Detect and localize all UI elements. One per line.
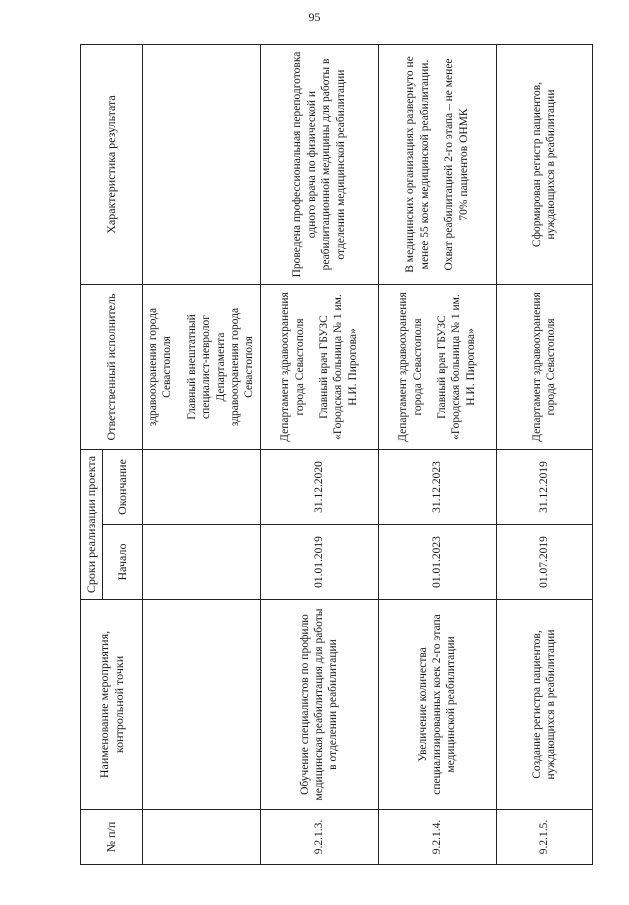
project-plan-table bbox=[80, 44, 593, 865]
responsible-line: Главный внештатный специалист-невролог Департамента здравоохранения города Севастополя bbox=[185, 307, 256, 427]
result-line: В медицинских организациях развернуто не менее 55 коек медицинской реабилитации. bbox=[404, 56, 431, 273]
table-row-continuation bbox=[143, 45, 261, 865]
cell-num: 9.2.1.5. bbox=[496, 810, 592, 865]
cell-end: 31.12.2020 bbox=[260, 450, 378, 525]
header-num: № п/п bbox=[81, 810, 143, 865]
page-number: 95 bbox=[308, 10, 321, 24]
cell-end: 31.12.2023 bbox=[378, 450, 496, 525]
responsible-line: Департамент здравоохранения города Севастополя bbox=[530, 292, 558, 442]
responsible-line: Департамент здравоохранения города Севастополя bbox=[397, 292, 424, 442]
cell-start bbox=[143, 525, 261, 600]
rotated-table-container bbox=[80, 45, 558, 865]
header-dates: Сроки реализации проекта bbox=[81, 450, 103, 600]
header-end: Окончание bbox=[103, 450, 143, 525]
cell-start: 01.01.2023 bbox=[378, 525, 496, 600]
responsible-line: здравоохранения города Севастополя bbox=[147, 307, 174, 427]
result-line: Сформирован регистр пациентов, нуждающихся в реабилитации bbox=[530, 81, 558, 248]
table-row bbox=[378, 45, 496, 865]
header-event: Наименование мероприятия, контрольной точки bbox=[81, 600, 143, 810]
cell-start: 01.07.2019 bbox=[496, 525, 592, 600]
header-row-1 bbox=[81, 45, 103, 865]
cell-responsible bbox=[378, 285, 496, 450]
table-row bbox=[496, 45, 592, 865]
cell-result bbox=[143, 45, 261, 285]
cell-responsible bbox=[260, 285, 378, 450]
cell-end bbox=[143, 450, 261, 525]
responsible-line: Главный врач ГБУЗС «Городская больница № 1 им. Н.И. Пирогова» bbox=[435, 294, 477, 440]
cell-result bbox=[260, 45, 378, 285]
cell-num bbox=[143, 810, 261, 865]
cell-num: 9.2.1.3. bbox=[260, 810, 378, 865]
cell-result bbox=[378, 45, 496, 285]
responsible-line: Департамент здравоохранения города Севастополя bbox=[279, 292, 306, 442]
result-line: Проведена профессиональная переподготовка одного врача по физической и реабилитационной медицины для работы в отделении медицинской реабилитации bbox=[291, 51, 347, 278]
header-start: Начало bbox=[103, 525, 143, 600]
result-line: Охват реабилитацией 2-го этапа – не менее 70% пациентов ОНМК bbox=[443, 58, 470, 271]
header-responsible: Ответственный исполнитель bbox=[81, 285, 143, 450]
table-row bbox=[260, 45, 378, 865]
cell-responsible bbox=[143, 285, 261, 450]
cell-end: 31.12.2019 bbox=[496, 450, 592, 525]
responsible-line: Главный врач ГБУЗС «Городская больница № 1 им. Н.И. Пирогова» bbox=[317, 294, 359, 440]
cell-num: 9.2.1.4. bbox=[378, 810, 496, 865]
rotated-content bbox=[80, 45, 558, 865]
cell-event bbox=[143, 600, 261, 810]
cell-event: Создание регистра пациентов, нуждающихся в реабилитации bbox=[496, 600, 592, 810]
cell-event: Увеличение количества специализированных коек 2-го этапа медицинской реабилитации bbox=[378, 600, 496, 810]
header-result: Характеристика результата bbox=[81, 45, 143, 285]
cell-result bbox=[496, 45, 592, 285]
cell-start: 01.01.2019 bbox=[260, 525, 378, 600]
cell-event: Обучение специалистов по профилю медицинская реабилитация для работы в отделении реабилитации bbox=[260, 600, 378, 810]
cell-responsible bbox=[496, 285, 592, 450]
